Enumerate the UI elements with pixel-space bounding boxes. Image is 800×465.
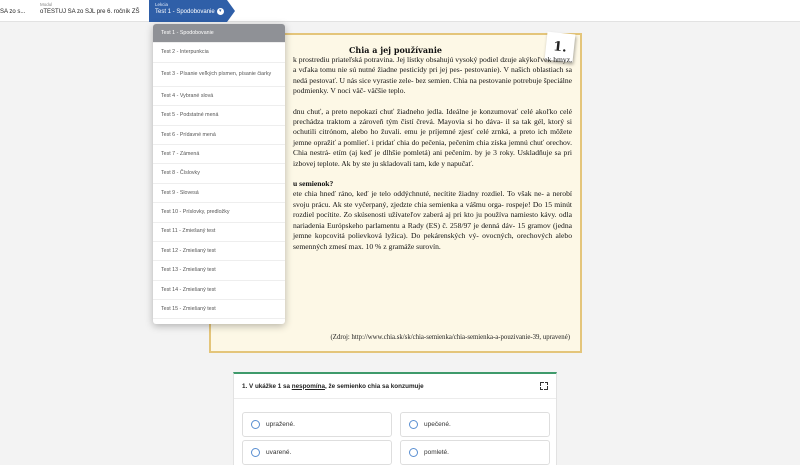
top-bar — [0, 0, 800, 22]
dropdown-item[interactable]: Test 3 - Písanie veľkých písmen, písanie čiarky — [153, 63, 285, 87]
chevron-down-icon[interactable]: ▾ — [217, 8, 224, 15]
lesson-value: Test 1 - Spodobovanie — [155, 9, 215, 16]
answer-option[interactable]: uvarené. — [242, 440, 392, 465]
article-paragraph-1: k prostrediu priateľská potravina. Jej lístky obsahujú vysoký podiel dzuje akýkoľvek hmyz, a vďaka tomu nie sú nutné žiadne pesticídy pri jej pes- pestovanie). V našich oblastiach sa nedá pestovať. U nás sice vyrastie zele- bez semien. Chia na pestovanie potrebuje špeciálne podmienky. V noci väč- väčšie teplo. — [293, 55, 572, 96]
dropdown-item[interactable]: Test 12 - Zmiešaný test — [153, 242, 285, 261]
dropdown-item[interactable]: Test 4 - Vybrané slová — [153, 87, 285, 106]
dropdown-item[interactable]: Test 2 - Interpunkcia — [153, 43, 285, 62]
dropdown-item[interactable]: Test 13 - Zmiešaný test — [153, 261, 285, 280]
breadcrumb-module-value: oTESTUJ SA zo SJL pre 6. ročník ZŠ — [40, 9, 140, 15]
answer-option[interactable]: upečené. — [400, 412, 550, 437]
breadcrumb-module[interactable] — [40, 2, 139, 16]
lesson-selector[interactable] — [149, 0, 227, 22]
article-paragraph-3: ete chia hneď ráno, keď je telo oddýchnuté, necítite žiadny rozdiel. To však ne- a nerobí svoju prácu. Ak ste vyčerpaný, zjedzte chia semienka a vášmu orga- rospeje! Do 15 minút rozdiel pocítite. Zo skúsenosti užívateľov zaberá aj pri kto ju používa namiesto kávy. odla nariadenia Európskeho parlamentu a Rady (ES) č. 258/97 je denná dáv- 15 gramov (jedna jemne kopcovitá polievková lyžica). Do pekárenských vý- ovocných, orechových alebo semenných zmesí max. 10 % z gramáže surovín. — [293, 189, 572, 251]
article-source: (Zdroj: http://www.chia.sk/sk/chia-semienka/chia-semienka-a-pouzivanie-39, upravené) — [330, 334, 570, 341]
breadcrumb-module-label: Modul — [40, 2, 53, 7]
dropdown-item[interactable]: Test 10 - Príslovky, predložky — [153, 203, 285, 222]
radio-icon[interactable] — [251, 448, 260, 457]
dropdown-item[interactable]: Test 6 - Prídavné mená — [153, 126, 285, 145]
answer-option[interactable]: pomleté. — [400, 440, 550, 465]
lesson-label: Lekcia — [155, 2, 169, 7]
article-paragraph-2: dnu chuť, a preto nepokazí chuť žiadneho jedla. Ideálne je konzumovať celé akoľko celé prechádza traktom a zároveň tým čistí črevá. Mayovia si ho dáva- il sa tak gél, ktorý si ochutili citrónom, alebo ho žuvali. emu je príjemné zjesť celé zrnká, a preto ich môžete jemne opražiť a pomlieť. i pridať chia do pečenia, pečením chia získa jemnú chuť orechov. Chia nestrá- etím (aj keď je dlhšie pomletá) ani pečením. by je 3 roky. Uskladňuje sa pri izbovej teplote. Ak by ste ju skladovali tam, kde y napučať. — [293, 106, 572, 168]
article-title: Chia a jej používanie — [349, 45, 442, 55]
lesson-dropdown — [153, 24, 285, 324]
dropdown-item[interactable]: Test 5 - Podstatné mená — [153, 106, 285, 125]
dropdown-item[interactable]: Test 8 - Číslovky — [153, 164, 285, 183]
dropdown-item[interactable]: Test 9 - Slovesá — [153, 184, 285, 203]
question-text: 1. V ukážke 1 sa nespomína, že semienko chia sa konzumuje — [242, 382, 424, 390]
radio-icon[interactable] — [409, 448, 418, 457]
breadcrumb-course[interactable] — [0, 2, 25, 16]
dropdown-item[interactable]: Test 15 - Zmiešaný test — [153, 300, 285, 319]
dropdown-item[interactable]: Test 7 - Zámená — [153, 145, 285, 164]
question-header — [234, 374, 556, 399]
expand-icon[interactable] — [540, 382, 548, 390]
breadcrumb-course-value: SA zo s... — [0, 9, 26, 15]
answer-option[interactable]: upražené. — [242, 412, 392, 437]
dropdown-item[interactable]: Test 14 - Zmiešaný test — [153, 281, 285, 300]
sample-number-badge: 1. — [545, 32, 576, 63]
dropdown-item[interactable]: Test 1 - Spodobovanie — [153, 24, 285, 43]
radio-icon[interactable] — [409, 420, 418, 429]
dropdown-item[interactable]: Test 11 - Zmiešaný test — [153, 223, 285, 242]
question-card — [233, 372, 557, 465]
article-subheading: u semienok? — [293, 179, 334, 189]
radio-icon[interactable] — [251, 420, 260, 429]
